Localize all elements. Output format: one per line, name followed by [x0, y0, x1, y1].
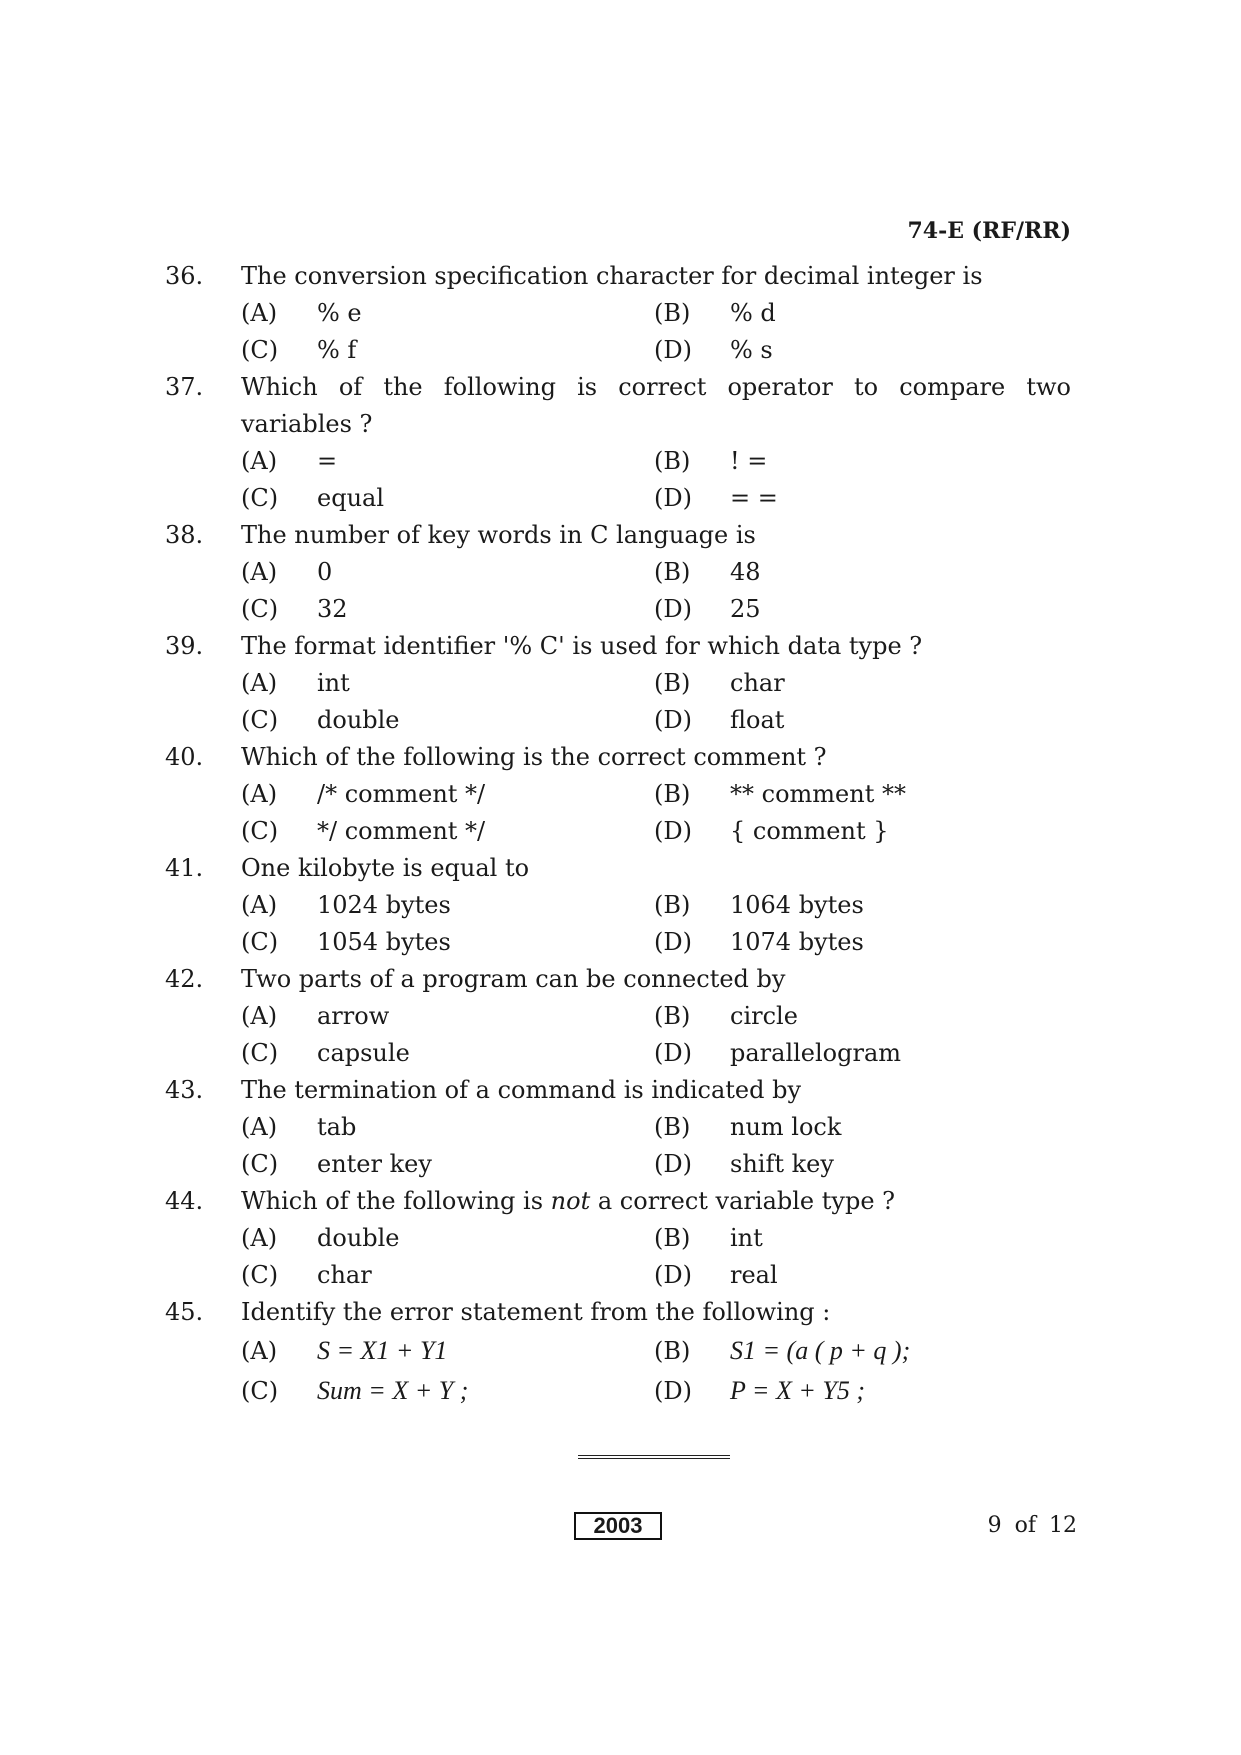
question-list — [165, 258, 1071, 1411]
emphasis-not: not — [550, 1187, 591, 1215]
option-c: (C) 32 — [241, 595, 348, 623]
option-a: (A) = — [241, 447, 338, 475]
question-text: Which of the following is not a correct variable type ? — [241, 1187, 896, 1215]
option-b: (B) circle — [654, 1002, 798, 1030]
option-c: (C) char — [241, 1261, 372, 1289]
question-number: 40. — [165, 743, 204, 771]
option-d: (D) float — [654, 706, 785, 734]
question-37 — [165, 369, 1071, 517]
question-text: The conversion specification character for decimal integer is — [241, 262, 983, 290]
question-text: The number of key words in C language is — [241, 521, 756, 549]
option-b: (B) int — [654, 1224, 763, 1252]
question-text: One kilobyte is equal to — [241, 854, 530, 882]
option-a: (A) double — [241, 1224, 400, 1252]
question-text: Which of the following is correct operator to compare two — [241, 373, 1071, 401]
question-44 — [165, 1183, 1071, 1294]
paper-code: 74-E (RF/RR) — [907, 218, 1071, 244]
option-c: (C) */ comment */ — [241, 817, 486, 845]
option-b: (B) num lock — [654, 1113, 842, 1141]
option-a: (A) % e — [241, 299, 362, 327]
option-a: (A) tab — [241, 1113, 357, 1141]
option-b: (B) 48 — [654, 558, 761, 586]
option-c: (C) enter key — [241, 1150, 432, 1178]
option-d: (D) parallelogram — [654, 1039, 902, 1067]
question-text: The termination of a command is indicated by — [241, 1076, 802, 1104]
option-d: (D) = = — [654, 484, 778, 512]
option-d: (D) shift key — [654, 1150, 834, 1178]
question-number: 38. — [165, 521, 204, 549]
option-c: (C) capsule — [241, 1039, 410, 1067]
question-36 — [165, 258, 1071, 369]
question-38 — [165, 517, 1071, 628]
option-b: (B) 1064 bytes — [654, 891, 864, 919]
option-a: (A) 1024 bytes — [241, 891, 451, 919]
question-text: Which of the following is the correct comment ? — [241, 743, 827, 771]
question-text-continued: variables ? — [241, 410, 373, 438]
option-a: (A) 0 — [241, 558, 333, 586]
question-number: 41. — [165, 854, 204, 882]
option-a: (A) int — [241, 669, 350, 697]
footer-code-box: 2003 — [574, 1512, 662, 1540]
option-c: (C) equal — [241, 484, 385, 512]
option-a: (A) arrow — [241, 1002, 390, 1030]
question-41 — [165, 850, 1071, 961]
option-d: (D) { comment } — [654, 817, 889, 845]
option-a: (A) S = X1 + Y1 — [241, 1336, 448, 1365]
option-d: (D) real — [654, 1261, 778, 1289]
question-number: 36. — [165, 262, 204, 290]
question-text: Identify the error statement from the following : — [241, 1298, 831, 1326]
question-39 — [165, 628, 1071, 739]
question-number: 43. — [165, 1076, 204, 1104]
page-number: 9 of 12 — [987, 1513, 1077, 1538]
option-c: (C) % f — [241, 336, 357, 364]
option-c: (C) 1054 bytes — [241, 928, 451, 956]
question-number: 39. — [165, 632, 204, 660]
option-b: (B) ** comment ** — [654, 780, 906, 808]
option-d: (D) 1074 bytes — [654, 928, 864, 956]
end-divider — [578, 1455, 730, 1459]
option-d: (D) P = X + Y5 ; — [654, 1376, 866, 1405]
question-text: The format identifier '% C' is used for which data type ? — [241, 632, 923, 660]
question-45 — [165, 1294, 1071, 1411]
option-b: (B) char — [654, 669, 785, 697]
option-b: (B) S1 = (a ( p + q ); — [654, 1336, 911, 1365]
question-40 — [165, 739, 1071, 850]
option-b: (B) ! = — [654, 447, 768, 475]
question-42 — [165, 961, 1071, 1072]
option-c: (C) Sum = X + Y ; — [241, 1376, 469, 1405]
option-b: (B) % d — [654, 299, 776, 327]
question-text: Two parts of a program can be connected by — [241, 965, 786, 993]
question-number: 45. — [165, 1298, 204, 1326]
question-number: 37. — [165, 373, 204, 401]
option-a: (A) /* comment */ — [241, 780, 486, 808]
option-d: (D) % s — [654, 336, 773, 364]
question-number: 44. — [165, 1187, 204, 1215]
option-c: (C) double — [241, 706, 400, 734]
question-number: 42. — [165, 965, 204, 993]
question-43 — [165, 1072, 1071, 1183]
option-d: (D) 25 — [654, 595, 761, 623]
